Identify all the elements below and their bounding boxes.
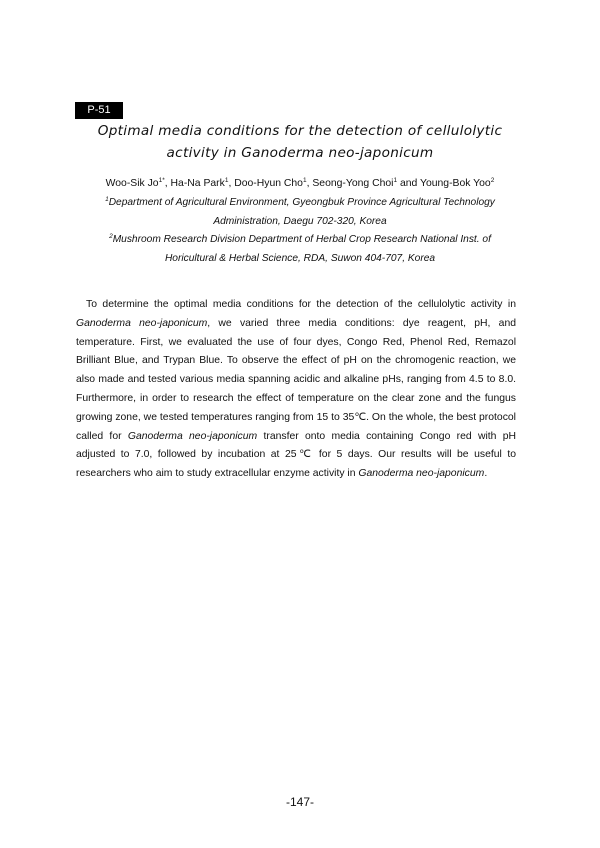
author-name: Ha-Na Park [170,178,225,189]
author-affiliation-mark: 2 [490,177,495,184]
abstract-text: transfer onto media containing Congo red with pH adjusted to 7.0, followed by incubation at 25℃ for 5 days. Our results will be useful to researchers who aim to study extracellular enzyme activity in [76,430,516,480]
title-line-1: Optimal media conditions for the detection of cellulolytic [97,123,503,139]
species-name: Ganoderma neo-japonicum [127,430,258,442]
species-name: Ganoderma neo-japonicum [358,468,485,480]
affiliation-2 [60,230,540,268]
author-affiliation-mark: 1* [158,177,165,184]
affiliation-mark: 1 [105,196,109,203]
author-name: Woo-Sik Jo [105,178,159,189]
author-separator: , [164,178,171,189]
author-affiliation-mark: 1 [224,177,229,184]
author-separator: , [228,178,235,189]
abstract-paragraph [76,296,516,484]
affiliation-1 [60,193,540,231]
title-line-2: activity in Ganoderma neo-japonicum [166,145,434,161]
affiliation-line: Horicultural & Herbal Science, RDA, Suwon 404-707, Korea [164,253,436,264]
abstract-text: To determine the optimal media conditions for the detection of the cellulolytic activity in [86,299,516,310]
abstract-body [76,296,516,484]
affiliation-line: Administration, Daegu 702-320, Korea [213,216,387,227]
paper-title [60,120,540,164]
author-name: Seong-Yong Choi [312,178,394,189]
species-name: Ganoderma neo-japonicum [76,317,208,329]
author-separator: , [306,178,313,189]
author-list [60,177,540,191]
affiliation-line: Department of Agricultural Environment, Gyeongbuk Province Agricultural Technology [108,197,495,208]
author-separator: and [397,178,420,189]
author-name: Doo-Hyun Cho [234,178,303,189]
poster-number-badge: P-51 [75,102,123,119]
affiliation-line: Mushroom Research Division Department of Herbal Crop Research National Inst. of [112,234,491,245]
abstract-text: . [484,468,488,480]
abstract-text: , we varied three media conditions: dye reagent, pH, and temperature. First, we evaluated the use of four dyes, Congo Red, Phenol Red, Remazol Brilliant Blue, and Trypan Blue. To observe the effect of pH on the chromogenic reaction, we also made and tested various media spanning acidic and alkaline pHs, ranging from 4.5 to 8.0. Furthermore, in order to research the effect of temperature on the clear zone and the fungus growing zone, we tested temperatures ranging from 15 to 35℃. On the whole, the best protocol called for [76,317,516,442]
author-affiliation-mark: 1 [302,177,307,184]
affiliation-mark: 2 [109,233,113,240]
author-affiliation-mark: 1 [393,177,398,184]
page-number: -147- [285,795,314,809]
author-name: Young-Bok Yoo [420,178,491,189]
